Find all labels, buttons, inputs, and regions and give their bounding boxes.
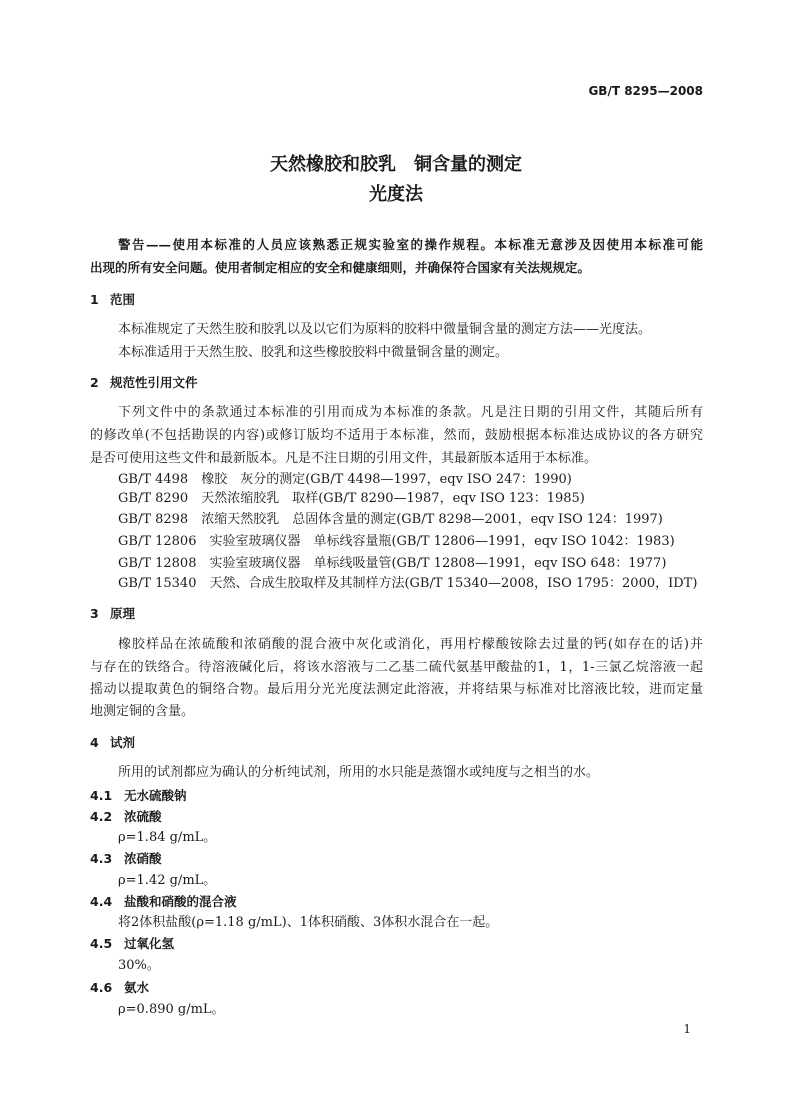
paragraph-line: 与存在的铁络合。待溶液碱化后，将该水溶液与二乙基二硫代氨基甲酸盐的1，1，1-三氯乙烷溶液一起 xyxy=(90,660,703,675)
warning-line: 出现的所有安全问题。使用者制定相应的安全和健康细则，并确保符合国家有关法规规定。 xyxy=(90,260,591,275)
reference-item: GB/T 12806 实验室玻璃仪器 单标线容量瓶(GB/T 12806—1991，eqv ISO 1042：1983) xyxy=(118,534,675,549)
reagent-spec: ρ=0.890 g/mL。 xyxy=(118,1002,225,1017)
reagent-spec: 将2体积盐酸(ρ=1.18 g/mL)、1体积硝酸、3体积水混合在一起。 xyxy=(118,915,499,930)
section-title: 试剂 xyxy=(110,735,136,750)
subsection-title: 浓硝酸 xyxy=(124,851,162,866)
reference-item: GB/T 15340 天然、合成生胶取样及其制样方法(GB/T 15340—2008，ISO 1795：2000，IDT) xyxy=(118,576,698,591)
subsection-number: 4.4 xyxy=(90,894,113,909)
subsection-title: 氨水 xyxy=(124,980,150,995)
paragraph-line: 摇动以提取黄色的铜络合物。最后用分光光度法测定此溶液，并将结果与标准对比溶液比较，进而定量 xyxy=(90,682,703,697)
reference-item: GB/T 8290 天然浓缩胶乳 取样(GB/T 8290—1987，eqv ISO 123：1985) xyxy=(118,491,585,506)
subsection-heading xyxy=(90,809,162,825)
section-number: 4 xyxy=(90,735,99,750)
subsection-heading xyxy=(90,980,149,996)
reagent-spec: ρ=1.84 g/mL。 xyxy=(118,830,217,845)
subsection-heading xyxy=(90,788,187,804)
reagent-spec: ρ=1.42 g/mL。 xyxy=(118,873,217,888)
document-subtitle: 光度法 xyxy=(369,184,423,205)
warning-line: 警告——使用本标准的人员应该熟悉正规实验室的操作规程。本标准无意涉及因使用本标准可能 xyxy=(118,237,703,252)
section-heading-scope xyxy=(90,292,135,308)
reference-item: GB/T 12808 实验室玻璃仪器 单标线吸量管(GB/T 12808—1991，eqv ISO 648：1977) xyxy=(118,556,667,571)
reference-item: GB/T 4498 橡胶 灰分的测定(GB/T 4498—1997，eqv ISO 247：1990) xyxy=(118,472,572,487)
page-number: 1 xyxy=(683,1022,691,1036)
subsection-number: 4.3 xyxy=(90,851,113,866)
standard-code-header: GB/T 8295—2008 xyxy=(588,84,703,98)
section-title: 原理 xyxy=(110,606,136,621)
paragraph-line: 本标准适用于天然生胶、胶乳和这些橡胶胶料中微量铜含量的测定。 xyxy=(118,345,509,360)
paragraph-line: 本标准规定了天然生胶和胶乳以及以它们为原料的胶料中微量铜含量的测定方法——光度法。 xyxy=(118,322,652,337)
paragraph-line: 地测定铜的含量。 xyxy=(90,704,195,719)
section-title: 规范性引用文件 xyxy=(110,375,198,390)
reagent-spec: 30%。 xyxy=(118,958,160,973)
subsection-title: 无水硫酸钠 xyxy=(124,788,187,803)
subsection-number: 4.2 xyxy=(90,809,113,824)
paragraph-line: 的修改单(不包括勘误的内容)或修订版均不适用于本标准，然而，鼓励根据本标准达成协议的各方研究 xyxy=(90,428,703,443)
section-title: 范围 xyxy=(110,292,136,307)
subsection-title: 浓硫酸 xyxy=(124,809,162,824)
section-number: 2 xyxy=(90,375,99,390)
subsection-number: 4.1 xyxy=(90,788,113,803)
section-heading-principle xyxy=(90,606,135,622)
subsection-title: 盐酸和硝酸的混合液 xyxy=(124,894,237,909)
subsection-title: 过氧化氢 xyxy=(124,936,175,951)
subsection-number: 4.5 xyxy=(90,936,113,951)
subsection-heading xyxy=(90,851,162,867)
subsection-heading xyxy=(90,894,237,910)
subsection-number: 4.6 xyxy=(90,980,113,995)
subsection-heading xyxy=(90,936,174,952)
paragraph-line: 所用的试剂都应为确认的分析纯试剂，所用的水只能是蒸馏水或纯度与之相当的水。 xyxy=(118,765,600,780)
section-heading-references xyxy=(90,375,198,391)
reference-item: GB/T 8298 浓缩天然胶乳 总固体含量的测定(GB/T 8298—2001，eqv ISO 124：1997) xyxy=(118,512,663,527)
paragraph-line: 是否可使用这些文件和最新版本。凡是不注日期的引用文件，其最新版本适用于本标准。 xyxy=(90,451,598,466)
section-heading-reagents xyxy=(90,735,135,751)
section-number: 3 xyxy=(90,606,99,621)
document-title: 天然橡胶和胶乳 铜含量的测定 xyxy=(270,154,522,175)
paragraph-line: 橡胶样品在浓硫酸和浓硝酸的混合液中灰化或消化，再用柠檬酸铵除去过量的钙(如存在的话)并 xyxy=(118,637,703,652)
section-number: 1 xyxy=(90,292,99,307)
paragraph-line: 下列文件中的条款通过本标准的引用而成为本标准的条款。凡是注日期的引用文件，其随后所有 xyxy=(118,405,703,420)
